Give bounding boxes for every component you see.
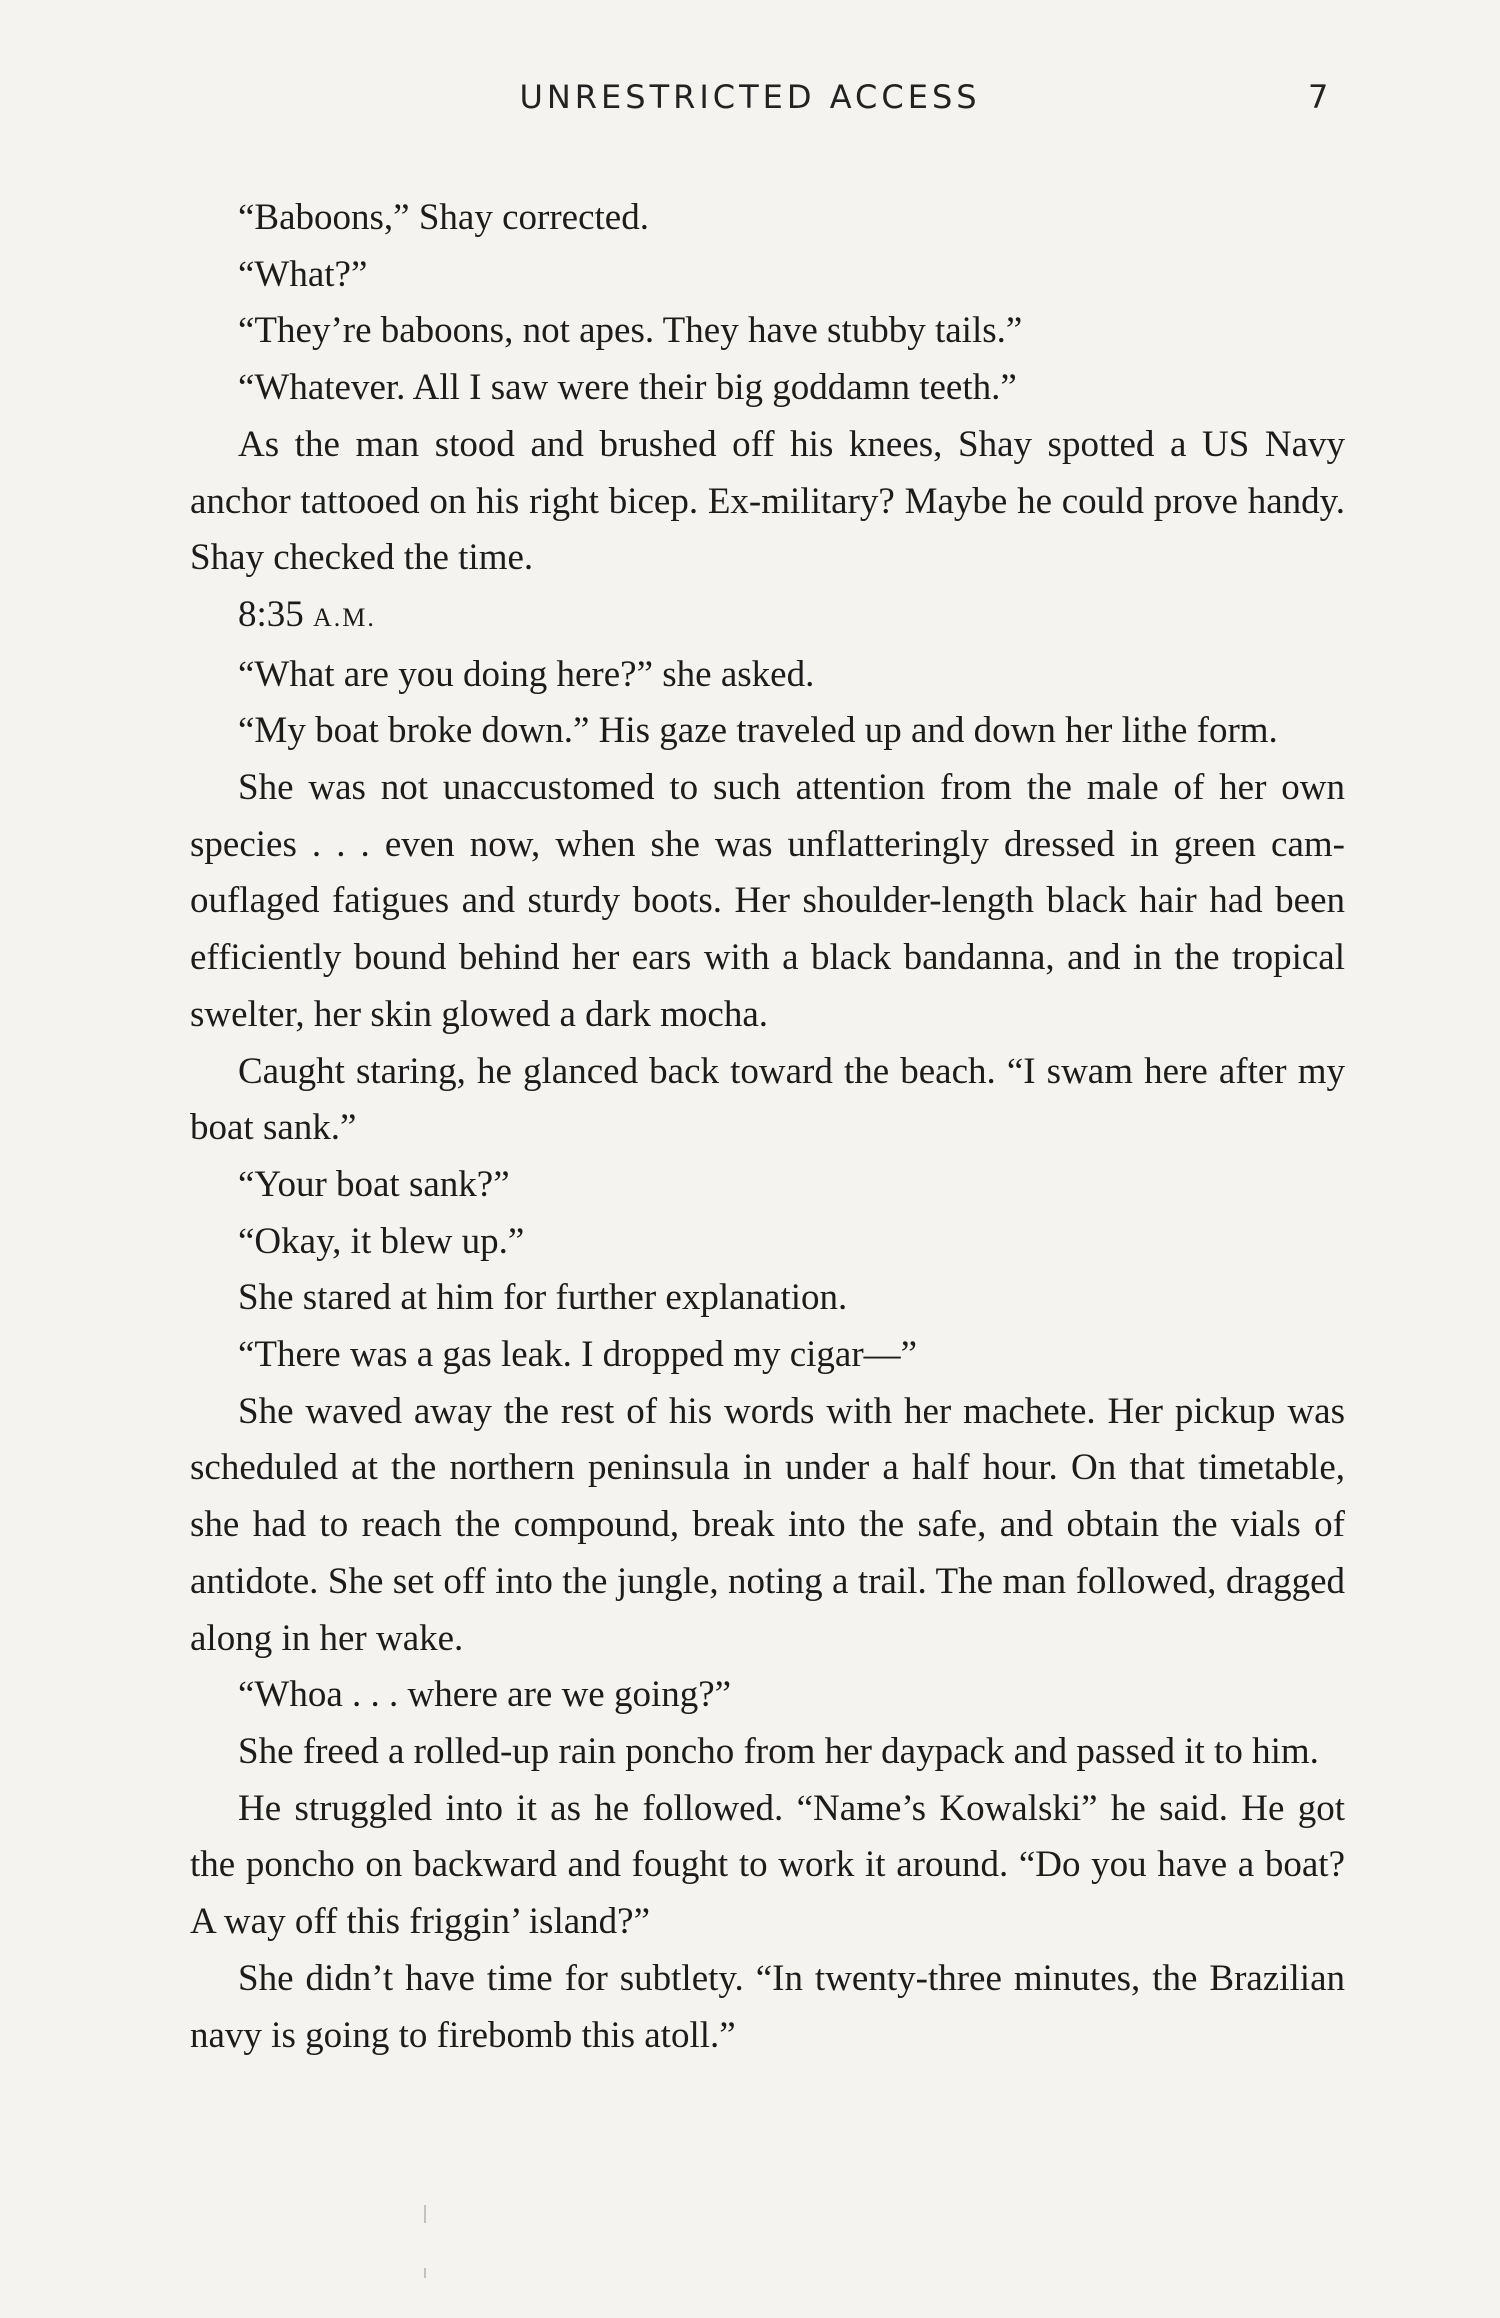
paragraph-13: She stared at him for further explanation. xyxy=(238,1277,848,1319)
paragraph-16: “Whoa . . . where are we going?” xyxy=(238,1674,732,1716)
paragraph-7: “What are you doing here?” she asked. xyxy=(238,653,815,695)
time-suffix: A.M. xyxy=(313,602,376,632)
paragraph-14: “There was a gas leak. I dropped my cigar—” xyxy=(238,1334,918,1376)
scan-artifact-mark xyxy=(424,2268,426,2278)
body-text xyxy=(190,190,1345,2064)
paragraph-9: She was not unaccustomed to such attention from the male of her own species . . . even now, when she was unflatteringly dressed in green camouflaged fatigues and sturdy boots. Her shoulder-length black hair had been efficiently bound behind her ears with a black bandanna, and in the tropical swelter, her skin glowed a dark mocha. xyxy=(190,767,1345,1035)
paragraph-18: He struggled into it as he followed. “Name’s Kowalski” he said. He got the poncho on backward and fought to work it around. “Do you have a boat? A way off this friggin’ island?” xyxy=(190,1787,1345,1943)
paragraph-10: Caught staring, he glanced back toward the beach. “I swam here after my boat sank.” xyxy=(190,1050,1345,1149)
time-digits: 8:35 xyxy=(238,593,304,635)
scan-artifact-mark xyxy=(424,2205,426,2223)
paragraph-17: She freed a rolled-up rain poncho from her daypack and passed it to him. xyxy=(238,1730,1319,1772)
time-stamp-line xyxy=(190,587,1345,647)
running-title: UNRESTRICTED ACCESS xyxy=(519,78,981,116)
paragraph-8: “My boat broke down.” His gaze traveled up and down her lithe form. xyxy=(238,710,1278,752)
paragraph-2: “What?” xyxy=(238,253,368,295)
paragraph-3: “They’re baboons, not apes. They have stubby tails.” xyxy=(238,310,1023,352)
paragraph-12: “Okay, it blew up.” xyxy=(238,1220,525,1262)
running-head xyxy=(0,78,1500,128)
paragraph-5: As the man stood and brushed off his knees, Shay spotted a US Navy anchor tattooed on his right bicep. Ex-military? Maybe he could prove handy. Shay checked the time. xyxy=(190,423,1345,579)
paragraph-11: “Your boat sank?” xyxy=(238,1163,510,1205)
page-number: 7 xyxy=(1308,78,1329,116)
paragraph-19: She didn’t have time for subtlety. “In twenty-three minutes, the Brazilian navy is going to firebomb this atoll.” xyxy=(190,1957,1345,2056)
paragraph-4: “Whatever. All I saw were their big goddamn teeth.” xyxy=(238,367,1017,409)
paragraph-15: She waved away the rest of his words with her machete. Her pickup was scheduled at the northern peninsula in under a half hour. On that timetable, she had to reach the compound, break into the safe, and obtain the vials of antidote. She set off into the jungle, noting a trail. The man followed, dragged along in her wake. xyxy=(190,1390,1345,1659)
paragraph-1: “Baboons,” Shay corrected. xyxy=(238,197,649,238)
